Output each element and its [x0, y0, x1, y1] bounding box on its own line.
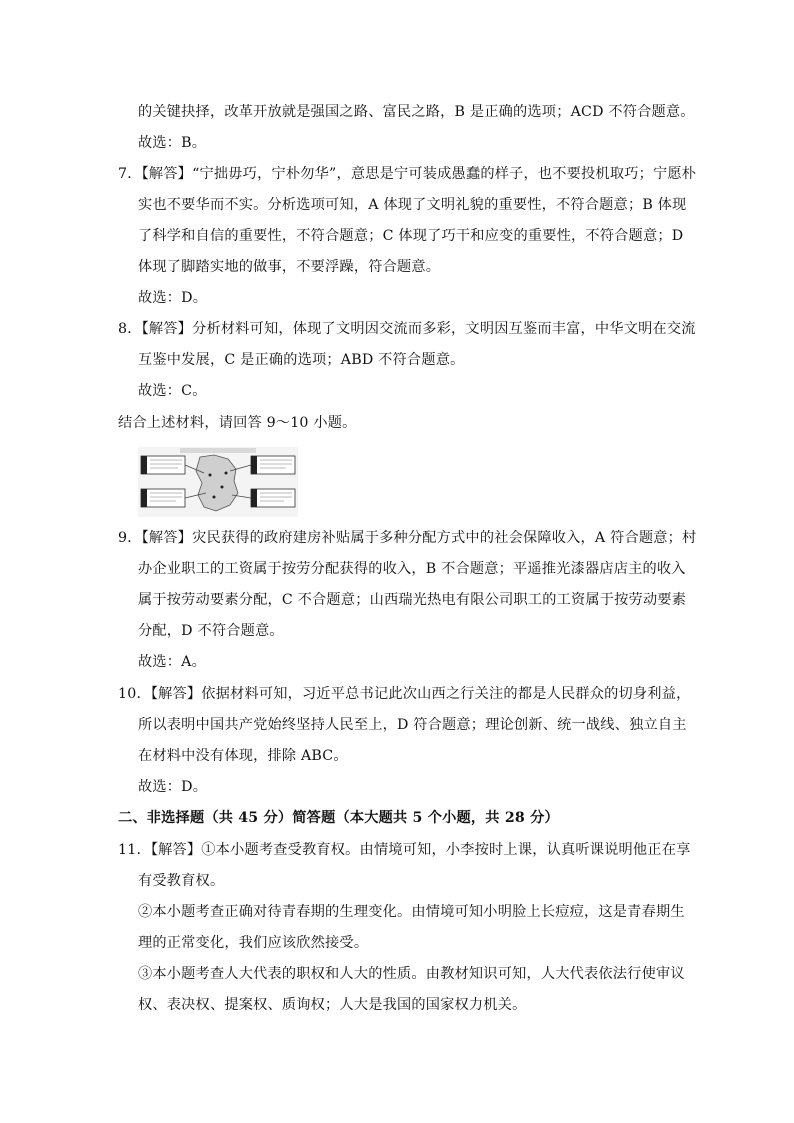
text-line: 属于按劳动要素分配，C 不合题意；山西瑞光热电有限公司职工的工资属于按劳动要素: [138, 592, 687, 608]
answer-line: 故选：C。: [138, 383, 207, 399]
text-line: ②本小题考查正确对待青春期的生理变化。由情境可知小明脸上长痘痘，这是青春期生: [138, 904, 685, 920]
answer-line: 故选：D。: [138, 290, 208, 306]
text-line: 在材料中没有体现，排除 ABC。: [138, 748, 348, 764]
question-7-line: 7．【解答】“宁拙毋巧，宁朴勿华”，意思是宁可装成愚蠢的样子，也不要投机取巧；宁愿朴: [118, 166, 697, 182]
text-line: 的关键抉择，改革开放就是强国之路、富民之路，B 是正确的选项；ACD 不符合题意。: [138, 104, 695, 120]
text-line: 分配，D 不符合题意。: [138, 623, 284, 639]
material-figure: [138, 447, 298, 517]
section-heading: 二、非选择题（共 45 分）简答题（本大题共 5 个小题，共 28 分）: [118, 810, 559, 826]
answer-line: 故选：D。: [138, 779, 208, 795]
text-line: 互鉴中发展，C 是正确的选项；ABD 不符合题意。: [138, 352, 465, 368]
text-line: 所以表明中国共产党始终坚持人民至上，D 符合题意；理论创新、统一战线、独立自主: [138, 717, 687, 733]
text-line: 权、表决权、提案权、质询权；人大是我国的国家权力机关。: [138, 997, 527, 1013]
question-10-line: 10．【解答】依据材料可知，习近平总书记此次山西之行关注的都是人民群众的切身利益，: [118, 686, 691, 702]
text-line: ③本小题考查人大代表的职权和人大的性质。由教材知识可知，人大代表依法行使审议: [138, 966, 685, 982]
question-9-line: 9．【解答】灾民获得的政府建房补贴属于多种分配方式中的社会保障收入，A 符合题意；村: [118, 530, 697, 546]
answer-line: 故选：B。: [138, 135, 207, 151]
text-line: 实也不要华而不实。分析选项可知，A 体现了文明礼貌的重要性，不符合题意；B 体现: [138, 197, 687, 213]
question-11-line: 11．【解答】①本小题考查受教育权。由情境可知，小李按时上课，认真听课说明他正在享: [118, 842, 691, 858]
text-line: 有受教育权。: [138, 873, 225, 889]
text-line: 体现了脚踏实地的做事，不要浮躁，符合题意。: [138, 259, 441, 275]
material-intro-line: 结合上述材料，请回答 9～10 小题。: [118, 415, 357, 431]
answer-line: 故选：A。: [138, 654, 206, 670]
question-8-line: 8．【解答】分析材料可知，体现了文明因交流而多彩，文明因互鉴而丰富，中华文明在交流: [118, 321, 696, 337]
text-line: 了科学和自信的重要性，不符合题意；C 体现了巧干和应变的重要性，不符合题意；D: [138, 228, 684, 244]
text-line: 办企业职工的工资属于按劳分配获得的收入，B 不合题意；平遥推光漆器店店主的收入: [138, 561, 686, 577]
text-line: 理的正常变化，我们应该欣然接受。: [138, 935, 369, 951]
